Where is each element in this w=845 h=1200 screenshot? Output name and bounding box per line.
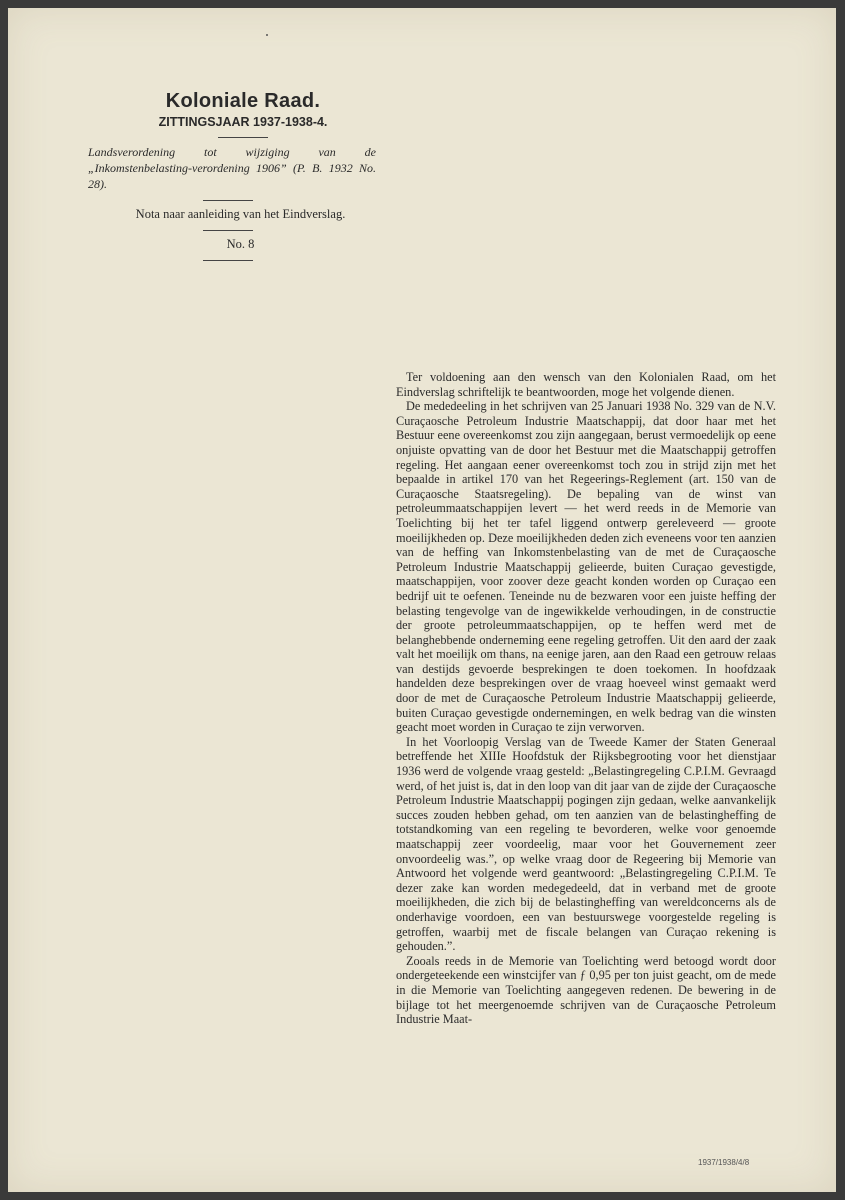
- document-page: [8, 8, 836, 1192]
- archive-stamp: 1937/1938/4/8: [698, 1158, 750, 1167]
- document-body: [396, 370, 776, 1027]
- ordinance-subject: Landsverordening tot wijziging van de „Inkomstenbelasting-verordening 1906” (P. B. 1932 No. 28).: [88, 145, 376, 191]
- divider: [203, 230, 253, 231]
- ink-speck: [266, 34, 268, 36]
- body-paragraph: Ter voldoening aan den wensch van den Kolonialen Raad, om het Eindverslag schriftelijk te beantwoorden, moge het volgende dienen.: [396, 370, 776, 399]
- body-paragraph: In het Voorloopig Verslag van de Tweede Kamer der Staten Generaal betreffende het XIIIe Hoofdstuk der Rijksbegrooting voor het dienstjaar 1936 werd de volgende vraag gesteld: „Belastingregeling C.P.I.M. Gevraagd werd, of het juist is, dat in den loop van dit jaar van de zijde der Curaçaosche Petroleum Industrie Maatschappij pogingen zijn gedaan, welke aanvankelijk succes zouden hebben gehad, om ten aanzien van de belastingheffing de totstandkoming van een regeling te bevorderen, welke voor genoemde maatschappij zeer voordeelig, maar voor het Gouvernement zeer onvoordeelig was.”, op welke vraag door de Regeering bij Memorie van Antwoord het volgende werd geantwoord: „Belastingregeling C.P.I.M. Te dezer zake kan worden medegedeeld, dat in verband met de groote moeilijkheden, die zich bij de belastingheffing van wereldconcerns als de onderhavige voordoen, een van bestuurswege voorgestelde regeling is getroffen, waarbij met de fiscale belangen van Curaçao rekening is gehouden.”.: [396, 734, 776, 954]
- divider: [218, 137, 268, 138]
- document-number: No. 8: [226, 237, 255, 251]
- body-paragraph: De mededeeling in het schrijven van 25 Januari 1938 No. 329 van de N.V. Curaçaosche Petroleum Industrie Maatschappij, dat door haar met het Bestuur eene overeenkomst zou zijn aangegaan, berust vermoedelijk op eene onjuiste opvatting van de door het Bestuur met die Maatschappij getroffen regeling. Het aangaan eener overeenkomst toch zou in strijd zijn met het bepaalde in artikel 170 van het Regeerings-Reglement (art. 150 van de Curaçaosche Staatsregeling). De bepaling van de winst van petroleummaatschappijen levert — het werd reeds in de Memorie van Toelichting bij het ter tafel liggend ontwerp gereleveerd — groote moeilijkheden op. Deze moeilijkheden deden zich eveneens voor ten aanzien van de heffing van Inkomstenbelasting van de met de Curaçaosche Petroleum Industrie Maatschappij gelieerde, buiten Curaçao gevestigde, maatschappijen, voor zoover deze geacht konden worden op Curaçao een bedrijf uit te oefenen. Teneinde nu de bezwaren voor een juiste heffing der belasting tengevolge van de ingewikkelde verhoudingen, in de constructie der groote petroleummaatschappijen, op te heffen werd met de belanghebbende onderneming eene regeling getroffen. Uit den aard der zaak valt het moeilijk om thans, na eenige jaren, aan den Raad een getrouw relaas van destijds gevoerde besprekingen te doen toekomen. In hoofdzaak handelden deze besprekingen over de vraag hoeveel winst gemaakt werd door de met de Curaçaosche Petroleum Industrie Maatschappij gelieerde, buiten Curaçao gevestigde ondernemingen, en welk bedrag van die winsten geacht moet worden in Curaçao te zijn verworven.: [396, 399, 776, 735]
- session-year: ZITTINGSJAAR 1937-1938-4.: [158, 115, 328, 129]
- body-paragraph: Zooals reeds in de Memorie van Toelichting werd betoogd wordt door ondergeteekende een winstcijfer van ƒ 0,95 per ton juist geacht, om de mede in die Memorie van Toelichting aangegeven redenen. De bewering in de bijlage tot het meergenoemde schrijven van de Curaçaosche Petroleum Industrie Maat-: [396, 953, 776, 1027]
- divider: [203, 200, 253, 201]
- document-header: [68, 90, 388, 267]
- divider: [203, 260, 253, 261]
- document-note: Nota naar aanleiding van het Eindverslag.: [135, 207, 346, 221]
- council-title: Koloniale Raad.: [165, 90, 321, 112]
